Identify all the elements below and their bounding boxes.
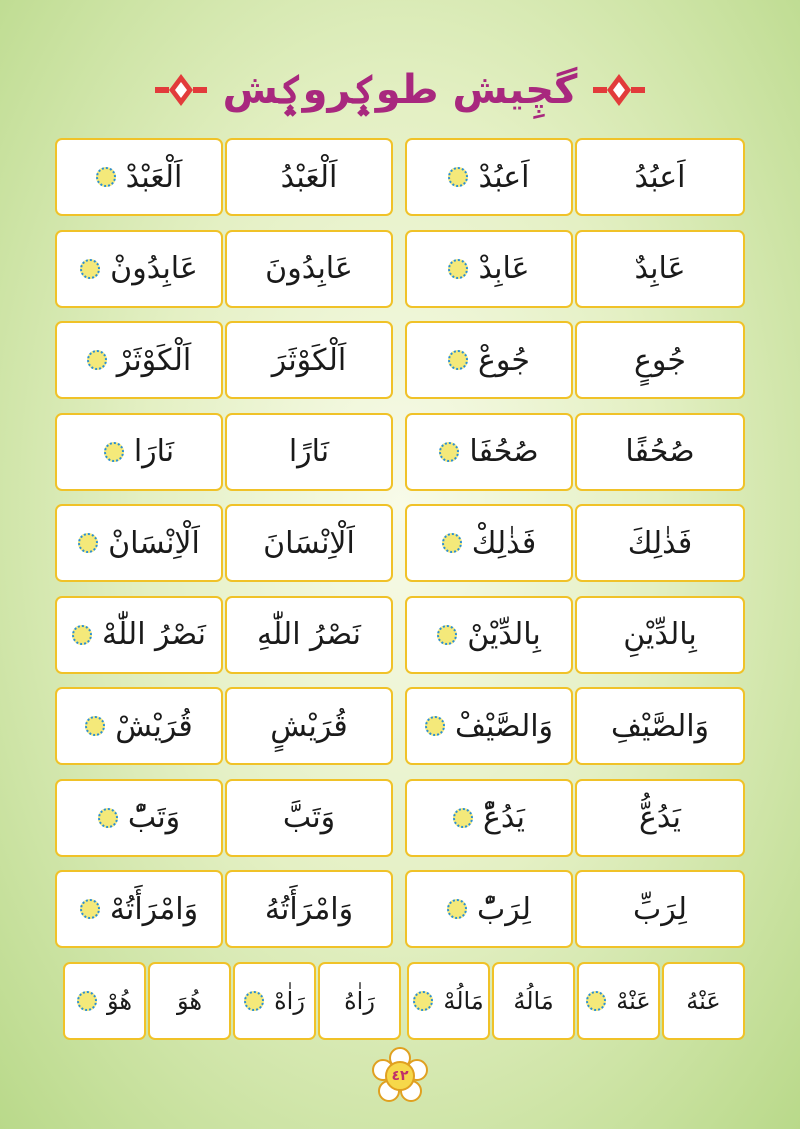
word-card [405,687,573,765]
word-row [55,779,745,857]
word-text: وَالصَّيْفْ [454,708,554,744]
word-row [55,596,745,674]
word-card [575,870,745,948]
word-text: اَلْكَوْثَرَ [271,342,347,378]
word-card [55,504,223,582]
word-text: عَابِدٌ [634,251,686,286]
word-text: بِالدِّيْنْ [467,617,541,652]
stop-circle-icon [80,899,100,919]
word-card [225,596,393,674]
word-text: عَنْهُ [686,986,721,1015]
word-card [148,962,231,1040]
stop-circle-icon [244,991,264,1011]
stop-circle-icon [80,259,100,279]
word-card [63,962,146,1040]
stop-circle-icon [448,350,468,370]
word-card [405,138,573,216]
word-card [575,230,745,308]
word-card [225,321,393,399]
word-card [233,962,316,1040]
word-text: عَابِدُونَ [265,251,353,286]
word-card [577,962,660,1040]
word-card [55,870,223,948]
word-card [225,138,393,216]
word-card [405,596,573,674]
word-row [55,230,745,308]
word-text: نَارَا [133,434,175,469]
word-text: اَعبُدْ [478,159,530,195]
word-text: صُحُفَا [469,434,539,469]
word-text: اَعبُدُ [634,159,686,195]
word-card [55,687,223,765]
word-card [405,413,573,491]
word-text: اَلْعَبْدُ [280,159,338,195]
word-text: قُرَيْشٍ [270,708,348,744]
word-text: مَالُهُ [513,986,554,1015]
word-card [575,687,745,765]
word-text: نَصْرُ اللّٰهْ [102,617,206,652]
word-row [55,413,745,491]
right-ornament-icon [591,70,647,110]
word-card [55,321,223,399]
word-text: وَالصَّيْفِ [610,708,710,744]
word-card [225,870,393,948]
word-row [55,962,745,1040]
word-text: وَامْرَأَتُهُ [264,891,354,927]
word-card [225,504,393,582]
word-text: هُوْ [106,986,133,1015]
word-row [55,504,745,582]
word-text: بِالدِّيْنِ [623,617,697,652]
stop-circle-icon [78,533,98,553]
word-card [575,138,745,216]
stop-circle-icon [85,716,105,736]
left-ornament-icon [153,70,209,110]
word-card [405,230,573,308]
stop-circle-icon [439,442,459,462]
word-card [55,138,223,216]
word-text: مَالُهْ [443,986,484,1015]
word-card [405,870,573,948]
stop-circle-icon [453,808,473,828]
word-text: قُرَيْشْ [115,708,193,744]
word-row [55,138,745,216]
word-text: اَلْعَبْدْ [125,159,183,195]
word-text: نَصْرُ اللّٰهِ [257,617,361,652]
stop-circle-icon [448,259,468,279]
stop-circle-icon [72,625,92,645]
word-text: عَابِدْ [478,251,530,286]
stop-circle-icon [448,167,468,187]
word-card [575,779,745,857]
word-text: نَارًا [288,434,330,469]
word-text: صُحُفًا [625,434,695,469]
word-text: اَلْاِنْسَانْ [108,525,200,561]
word-card [575,321,745,399]
word-card [225,687,393,765]
stop-circle-icon [586,991,606,1011]
word-card [575,596,745,674]
word-text: اَلْاِنْسَانَ [263,525,355,561]
stop-circle-icon [104,442,124,462]
word-text: عَنْهْ [616,986,651,1015]
word-text: رَاٰهْ [274,986,305,1015]
word-card [575,413,745,491]
word-card [407,962,490,1040]
word-card [662,962,745,1040]
word-row [55,321,745,399]
word-card [318,962,401,1040]
stop-circle-icon [437,625,457,645]
word-text: فَذٰلِكَ [627,525,693,561]
word-text: لِرَبِّ [633,891,687,927]
word-card [405,779,573,857]
word-card [55,413,223,491]
stop-circle-icon [425,716,445,736]
word-card [492,962,575,1040]
word-row [55,687,745,765]
stop-circle-icon [442,533,462,553]
word-card [225,413,393,491]
header [0,55,800,125]
word-card [225,779,393,857]
page-number: ٤٢ [391,1068,409,1084]
word-card [405,321,573,399]
word-text: يَدُعّْ [483,800,525,835]
stop-circle-icon [77,991,97,1011]
word-card [405,504,573,582]
stop-circle-icon [96,167,116,187]
word-text: عَابِدُونْ [110,251,198,286]
word-card [55,230,223,308]
stop-circle-icon [413,991,433,1011]
word-text: فَذٰلِكْ [471,525,537,561]
word-text: وَتَبّْ [127,800,181,835]
word-text: جُوعٍ [634,342,686,378]
word-text: لِرَبّْ [477,891,531,927]
page-number-badge [370,1046,430,1106]
word-text: هُوَ [176,986,203,1015]
word-text: جُوعْ [478,342,530,378]
stop-circle-icon [447,899,467,919]
word-text: وَامْرَأَتُهْ [109,891,199,927]
word-text: وَتَبَّ [282,800,336,835]
word-text: رَاٰهُ [344,986,375,1015]
word-text: يَدُعُّ [639,800,681,835]
word-card [55,596,223,674]
word-row [55,870,745,948]
stop-circle-icon [98,808,118,828]
stop-circle-icon [87,350,107,370]
page-title: گچِیش طوݤروݤش [222,67,578,113]
word-card [55,779,223,857]
word-card [225,230,393,308]
word-text: اَلْكَوْثَرْ [116,342,192,378]
word-card [575,504,745,582]
